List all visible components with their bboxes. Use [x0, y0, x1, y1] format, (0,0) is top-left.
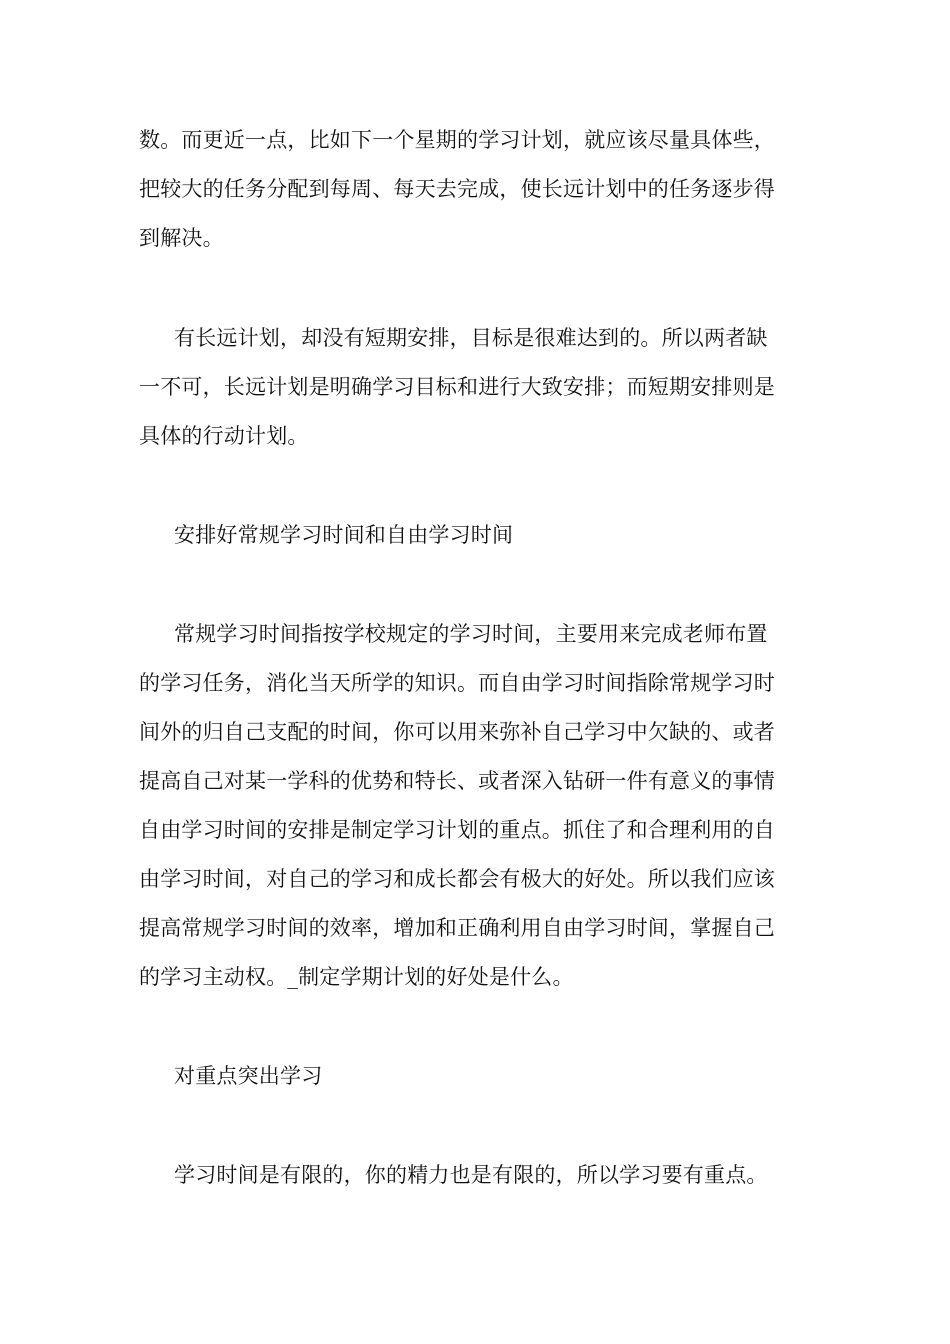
paragraph-1-line-2: 把较大的任务分配到每周、每天去完成，使长远计划中的任务逐步得 [139, 177, 775, 201]
paragraph-3-line-8: 的学习主动权。_制定学期计划的好处是什么。 [139, 965, 574, 989]
paragraph-1-line-3: 到解决。 [139, 226, 224, 250]
paragraph-3-line-5: 自由学习时间的安排是制定学习计划的重点。抓住了和合理利用的自 [139, 818, 775, 842]
paragraph-2-line-2: 一不可，长远计划是明确学习目标和进行大致安排；而短期安排则是 [139, 375, 775, 399]
paragraph-2-line-3: 具体的行动计划。 [139, 424, 309, 448]
paragraph-1-line-1: 数。而更近一点，比如下一个星期的学习计划，就应该尽量具体些， [139, 128, 775, 152]
paragraph-3-line-2: 的学习任务，消化当天所学的知识。而自由学习时间指除常规学习时 [139, 671, 775, 695]
section-heading-focus-study: 对重点突出学习 [174, 1064, 323, 1088]
section-heading-regular-free-time: 安排好常规学习时间和自由学习时间 [174, 523, 514, 547]
paragraph-3-line-3: 间外的归自己支配的时间，你可以用来弥补自己学习中欠缺的、或者 [139, 720, 775, 744]
paragraph-3-line-4: 提高自己对某一学科的优势和特长、或者深入钻研一件有意义的事情 [139, 769, 775, 793]
paragraph-3-line-1: 常规学习时间指按学校规定的学习时间，主要用来完成老师布置 [174, 622, 768, 646]
paragraph-3-line-7: 提高常规学习时间的效率，增加和正确利用自由学习时间，掌握自己 [139, 916, 775, 940]
paragraph-3-line-6: 由学习时间，对自己的学习和成长都会有极大的好处。所以我们应该 [139, 867, 775, 891]
paragraph-2-line-1: 有长远计划，却没有短期安排，目标是很难达到的。所以两者缺 [174, 326, 768, 350]
paragraph-4-line-1: 学习时间是有限的，你的精力也是有限的，所以学习要有重点。 [174, 1163, 768, 1187]
